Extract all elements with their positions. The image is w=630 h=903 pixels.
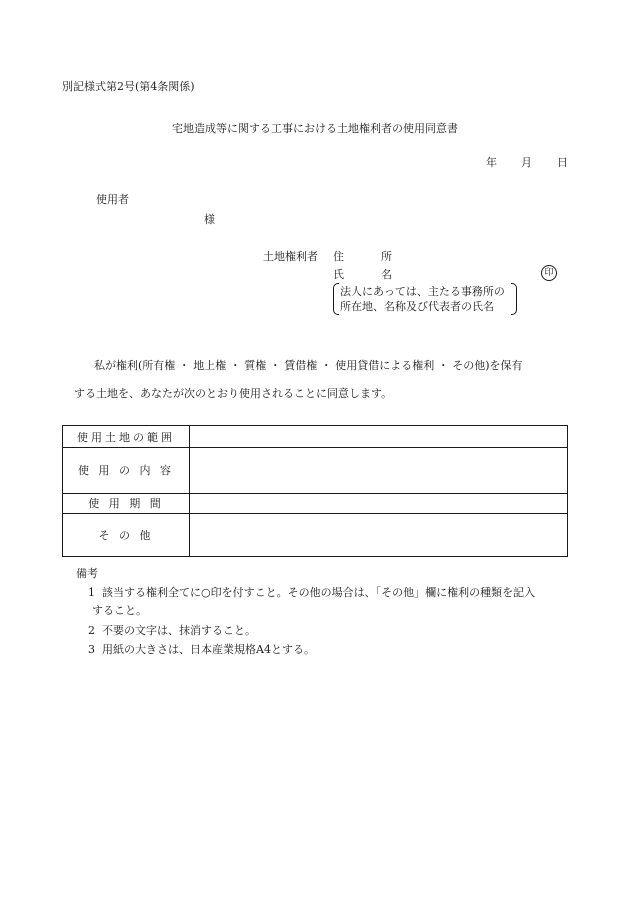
name-char-2: 名 bbox=[381, 268, 392, 281]
remark-number-3: 3 bbox=[88, 643, 95, 656]
remarks-title: 備考 bbox=[76, 567, 98, 580]
remark-text-1: 該当する権利全てに○印を付すこと。その他の場合は、「その他」欄に権利の種類を記入 bbox=[102, 586, 536, 599]
row-value-usage-period bbox=[190, 493, 568, 513]
table-row bbox=[63, 513, 568, 556]
name-char-1: 氏 bbox=[333, 268, 344, 281]
table-row bbox=[63, 426, 568, 448]
seal-mark: 印 bbox=[541, 265, 557, 281]
remark-number-2: 2 bbox=[88, 624, 95, 637]
user-honorific: 様 bbox=[204, 213, 215, 226]
usage-details-table bbox=[62, 425, 568, 557]
left-bracket bbox=[333, 283, 339, 315]
row-value-other bbox=[190, 513, 568, 556]
date-year-label: 年 bbox=[486, 156, 497, 169]
row-label-usage-content: 使 用 の 内 容 bbox=[63, 448, 190, 493]
address-char-1: 住 bbox=[333, 250, 344, 263]
table-row bbox=[63, 448, 568, 493]
date-month-label: 月 bbox=[521, 156, 532, 169]
remark-text-2: 不要の文字は、抹消すること。 bbox=[102, 624, 256, 637]
corporate-note-line-1: 法人にあっては、主たる事務所の bbox=[340, 285, 505, 298]
form-number: 別記様式第2号(第4条関係) bbox=[62, 80, 195, 93]
consent-text-line-2: する土地を、あなたが次のとおり使用されることに同意します。 bbox=[74, 387, 393, 400]
address-char-2: 所 bbox=[381, 250, 392, 263]
row-label-land-range: 使用土地の範囲 bbox=[63, 426, 190, 448]
landowner-label: 土地権利者 bbox=[263, 250, 318, 263]
row-label-other: そ の 他 bbox=[63, 513, 190, 556]
table-row bbox=[63, 493, 568, 513]
corporate-note-line-2: 所在地、名称及び代表者の氏名 bbox=[340, 300, 494, 313]
consent-text-line-1: 私が権利(所有権 ・ 地上権 ・ 質権 ・ 賃借権 ・ 使用貸借による権利 ・ その他)を保有 bbox=[94, 359, 523, 372]
document-title: 宅地造成等に関する工事における土地権利者の使用同意書 bbox=[172, 122, 458, 135]
row-value-usage-content bbox=[190, 448, 568, 493]
remark-number-1: 1 bbox=[88, 586, 95, 599]
right-bracket bbox=[511, 283, 517, 315]
row-label-usage-period: 使 用 期 間 bbox=[63, 493, 190, 513]
remark-text-3: 用紙の大きさは、日本産業規格A4とする。 bbox=[102, 643, 315, 656]
date-day-label: 日 bbox=[557, 156, 568, 169]
row-value-land-range bbox=[190, 426, 568, 448]
remark-text-1-continued: すること。 bbox=[92, 604, 147, 617]
user-label: 使用者 bbox=[96, 193, 129, 206]
